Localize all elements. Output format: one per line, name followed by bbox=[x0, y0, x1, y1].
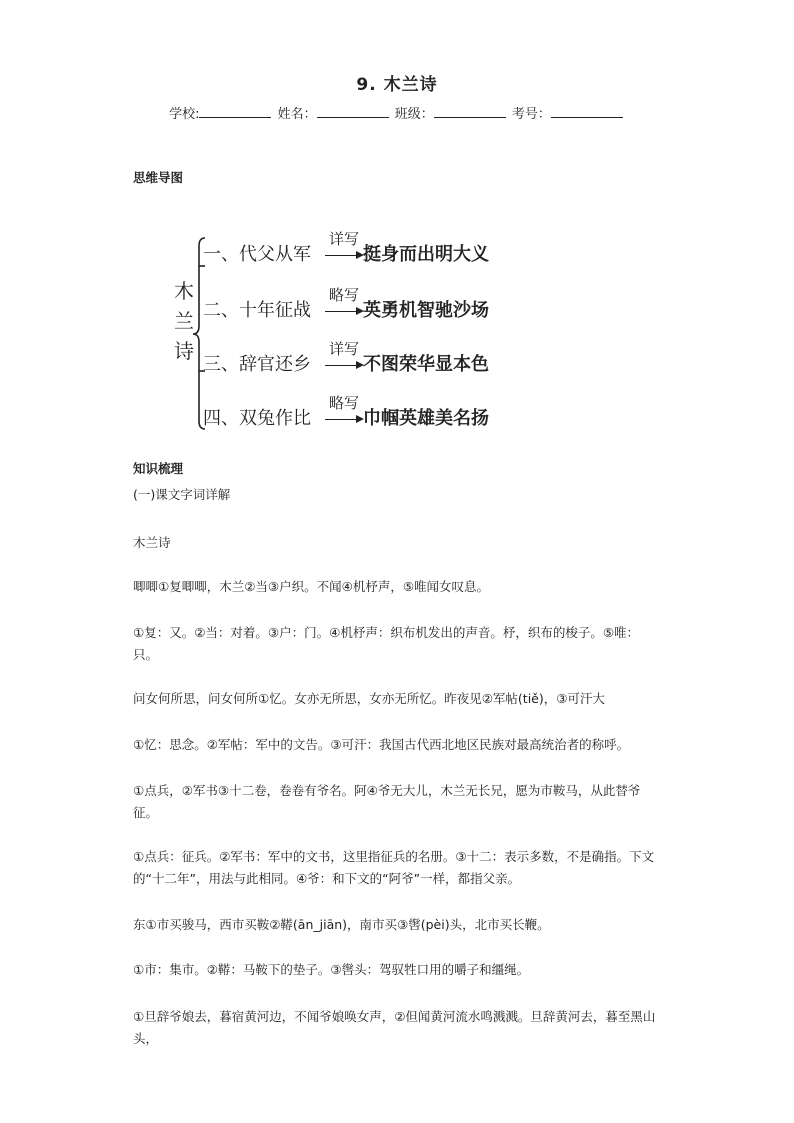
arrow-label: 详写 bbox=[328, 230, 359, 248]
row-summary: 不图荣华显本色 bbox=[363, 354, 489, 375]
note-paragraph: ①点兵：征兵。②军书：军中的文书，这里指征兵的名册。③十二：表示多数，不是确指。下文的“十二年”，用法与此相同。④爷：和下文的“阿爷”一样，都指父亲。 bbox=[133, 849, 655, 886]
mindmap-heading: 思维导图 bbox=[133, 170, 184, 185]
exam-number-blank[interactable] bbox=[551, 103, 623, 118]
row-topic: 一、代父从军 bbox=[203, 244, 311, 265]
school-blank[interactable] bbox=[199, 103, 271, 118]
class-blank[interactable] bbox=[434, 103, 506, 118]
arrow-icon bbox=[325, 230, 363, 266]
mind-map-row bbox=[203, 394, 489, 430]
mind-map-row bbox=[203, 230, 489, 266]
section-subheading: (一)课文字词详解 bbox=[133, 487, 231, 502]
row-summary: 巾帼英雄美名扬 bbox=[363, 408, 489, 429]
page-title: 9. 木兰诗 bbox=[356, 75, 438, 95]
arrow-icon bbox=[325, 286, 363, 322]
arrow-label: 详写 bbox=[328, 340, 359, 358]
text-paragraph: 唧唧①复唧唧，木兰②当③户织。不闻④机杼声，⑤唯闻女叹息。 bbox=[133, 579, 490, 594]
text-paragraph: 东①市买骏马，西市买鞍②鞯(ān_jiān)，南市买③辔(pèi)头，北市买长鞭。 bbox=[133, 917, 550, 932]
note-paragraph: ①复：又。②当：对着。③户：门。④机杼声：织布机发出的声音。杼，织布的梭子。⑤唯：只。 bbox=[133, 625, 640, 662]
student-info-line bbox=[0, 103, 794, 122]
name-blank[interactable] bbox=[317, 103, 389, 118]
mind-map bbox=[165, 226, 510, 436]
row-topic: 二、十年征战 bbox=[203, 300, 311, 321]
row-topic: 三、辞官还乡 bbox=[203, 354, 311, 375]
class-label: 班级： bbox=[394, 107, 434, 122]
poem-title: 木兰诗 bbox=[133, 535, 171, 550]
arrow-icon bbox=[325, 340, 363, 376]
row-summary: 挺身而出明大义 bbox=[363, 244, 489, 265]
arrow-icon bbox=[325, 394, 363, 430]
mind-map-row bbox=[203, 340, 489, 376]
mind-map-row bbox=[203, 286, 489, 322]
text-paragraph: ①旦辞爷娘去，暮宿黄河边，不闻爷娘唤女声，②但闻黄河流水鸣溅溅。旦辞黄河去，暮至黑山头， bbox=[133, 1009, 656, 1046]
text-paragraph: ①点兵，②军书③十二卷，卷卷有爷名。阿④爷无大儿，木兰无长兄，愿为市鞍马，从此替爷征。 bbox=[133, 783, 641, 820]
root-char: 兰 bbox=[174, 309, 194, 333]
arrow-label: 略写 bbox=[328, 394, 359, 412]
row-topic: 四、双兔作比 bbox=[203, 408, 311, 429]
note-paragraph: ①市：集市。②鞯：马鞍下的垫子。③辔头：驾驭牲口用的嚼子和缰绳。 bbox=[133, 962, 530, 977]
root-char: 木 bbox=[174, 279, 194, 303]
text-paragraph: 问女何所思，问女何所①忆。女亦无所思，女亦无所忆。昨夜见②军帖(tiě)，③可汗大 bbox=[133, 691, 605, 706]
note-paragraph: ①忆：思念。②军帖：军中的文告。③可汗：我国古代西北地区民族对最高统治者的称呼。 bbox=[133, 737, 630, 752]
knowledge-heading: 知识梳理 bbox=[133, 461, 184, 476]
school-label: 学校: bbox=[169, 107, 200, 122]
name-label: 姓名： bbox=[277, 107, 317, 122]
arrow-label: 略写 bbox=[328, 286, 359, 304]
exam-number-label: 考号： bbox=[511, 107, 551, 122]
row-summary: 英勇机智驰沙场 bbox=[363, 300, 489, 321]
root-char: 诗 bbox=[174, 339, 194, 363]
